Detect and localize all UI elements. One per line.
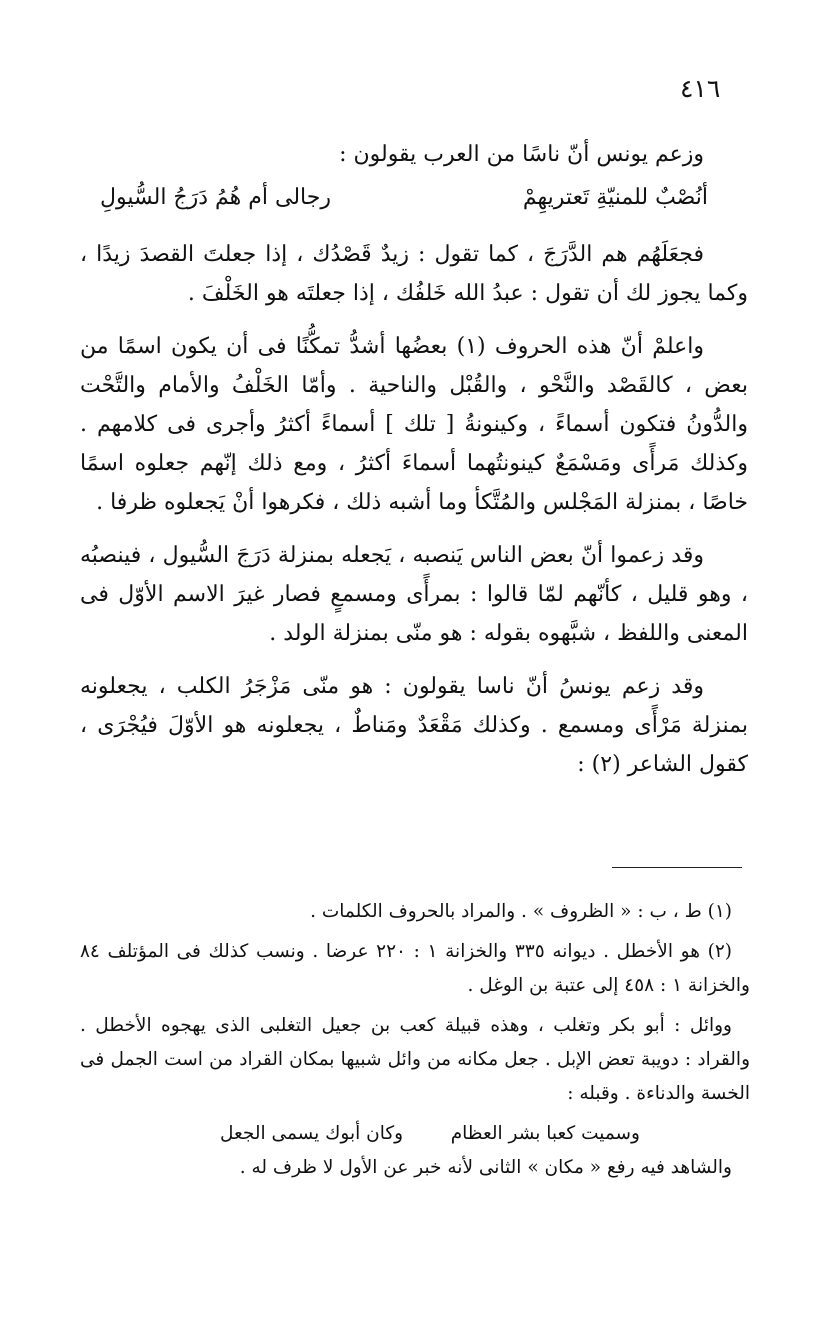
paragraph-3: واعلمْ أنّ هذه الحروف (١) بعضُها أشدُّ تمكُّنًا فى أن يكون اسمًا من بعض ، كالقَصْد والنَّحْو ، والقُبْل والناحية . وأمّا الخَلْفُ والأمام والتَّحْت والدُّونُ فتكون أسماءً ، وكينونةُ [ تلك ] أسماءً أكثرُ وأجرى فى كلامهم . وكذلك مَرأًى ومَسْمَعٌ كينونتُهما أسماءَ أكثرُ ، ومع ذلك إنّهم جعلوه اسمًا خاصًا ، بمنزلة المَجْلس والمُتَّكأ وما أشبه ذلك ، فكرهوا أنْ يَجعلوه ظرفا . bbox=[80, 334, 748, 515]
footnote-1: (١) ط ، ب : « الظروف » . والمراد بالحروف الكلمات . bbox=[310, 901, 732, 922]
page-number: ٤١٦ bbox=[680, 74, 721, 103]
footnote-verse-second-hemistich: وكان أبوك يسمى الجعل bbox=[220, 1123, 404, 1144]
footnotes bbox=[80, 895, 750, 1191]
main-text bbox=[80, 135, 748, 798]
footnote-2: (٢) هو الأخطل . ديوانه ٣٣٥ والخزانة ١ : ٢٢٠ عرضا . ونسب كذلك فى المؤتلف ٨٤ والخزانة ١ : ٤٥٨ إلى عتبة بن الوغل . bbox=[80, 941, 750, 996]
intro-line: وزعم يونس أنّ ناسًا من العرب يقولون : bbox=[339, 142, 704, 167]
footnote-verse bbox=[80, 1117, 750, 1151]
footnote-2-gloss: ووائل : أبو بكر وتغلب ، وهذه قبيلة كعب بن جعيل التغلبى الذى يهجوه الأخطل . والقراد : دويبة تعض الإبل . جعل مكانه من وائل شبيها بمكان القراد من است الجمل فى الخسة والدناءة . وقبله : bbox=[80, 1015, 750, 1104]
verse-second-hemistich: رجالى أم هُمُ دَرَجُ السُّيولِ bbox=[100, 185, 331, 210]
paragraph-4: وقد زعموا أنّ بعض الناس يَنصبه ، يَجعله بمنزلة دَرَجَ السُّيول ، فينصبُه ، وهو قليل ، كأنّهم لمّا قالوا : بمرأًى ومسمعٍ فصار غيرَ الاسم الأوّل فى المعنى واللفظ ، شبَّهوه بقوله : هو منّى بمنزلة الولد . bbox=[80, 543, 748, 646]
paragraph-2: فجعَلَهُم هم الدَّرَجَ ، كما تقول : زيدٌ قَصْدُك ، إذا جعلتَ القصدَ زيدًا ، وكما يجوز لك أن تقول : عبدُ الله خَلفُك ، إذا جعلتَه هو الخَلْفَ . bbox=[80, 242, 748, 306]
footnote-verse-first-hemistich: وسميت كعبا بشر العظام bbox=[450, 1123, 640, 1144]
paragraph-5: وقد زعم يونسُ أنّ ناسا يقولون : هو منّى مَزْجَرُ الكلب ، يجعلونه بمنزلة مَرْأًى ومسمع . وكذلك مَقْعَدٌ ومَناطٌ ، يجعلونه هو الأوّلَ فيُجْرَى ، كقول الشاعر (٢) : bbox=[80, 674, 748, 777]
footnote-divider bbox=[612, 867, 742, 868]
verse-first-hemistich: أنُصْبٌ للمنيّةِ تَعتريهِمْ bbox=[522, 185, 708, 210]
footnote-2-evidence: والشاهد فيه رفع « مكان » الثانى لأنه خبر عن الأول لا ظرف له . bbox=[239, 1157, 732, 1178]
verse bbox=[80, 178, 748, 217]
